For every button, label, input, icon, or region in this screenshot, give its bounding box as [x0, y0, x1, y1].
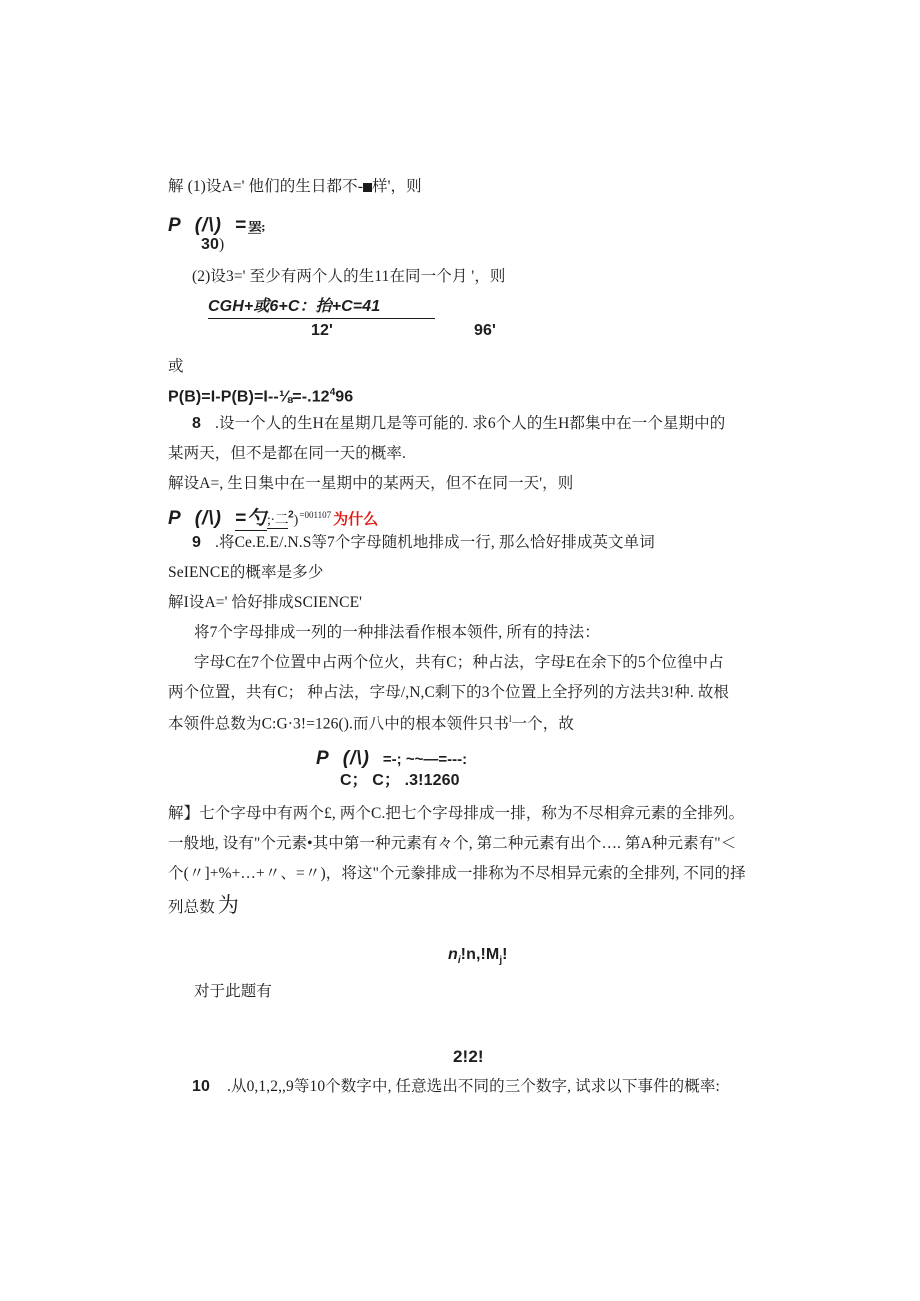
solution-body-line-1	[194, 624, 600, 642]
formula-4-p: P	[316, 748, 330, 769]
for-this-problem-line	[194, 983, 272, 1001]
formula-1-denominator: 30	[201, 236, 219, 253]
exercise-9	[192, 534, 655, 552]
formula-probability-1	[168, 215, 265, 237]
formula-1-p: P	[168, 215, 182, 236]
exercise-8-continuation	[168, 445, 406, 463]
alt-solution-line-1	[168, 805, 744, 823]
alt-solution-text-2: 一般地, 设有"个元素•其中第一种元素有々个, 第二种元素有出个…. 第A种元素有"＜	[168, 835, 737, 852]
solution-2-text: (2)设3=' 至少有两个人的生11在同一个月 '，则	[192, 268, 506, 285]
solution-1-line	[168, 178, 422, 196]
exercise-10-text: .从0,1,2,,9等10个数字中, 任意选出不同的三个数字, 试求以下事件的概率:	[227, 1078, 720, 1095]
formula-1-numerator: 罢	[248, 221, 262, 234]
formula-3-result: =001107	[299, 509, 332, 520]
solution-2-line	[192, 268, 506, 286]
formula-multiset-denominator	[448, 946, 508, 966]
alt-solution-text-1: 解】七个字母中有两个£, 两个C.把七个字母排成一排，称为不尽相弇元素的全排列。	[168, 805, 745, 822]
solution-body-line-4	[168, 714, 574, 733]
exercise-9-text-line-2: SeIENCE的概率是多少	[168, 564, 324, 581]
formula-5-n: n	[448, 946, 458, 963]
solution-1-text-tail: 样'，则	[372, 178, 422, 195]
exercise-8-number: 8	[192, 415, 201, 432]
alt-solution-line-4	[168, 895, 239, 917]
formula-4-argument: (/\)	[342, 748, 370, 769]
formula-4-denominator-row	[340, 772, 460, 790]
alt-solution-line-3	[168, 865, 746, 883]
alt-solution-text-4: 列总数	[168, 899, 215, 916]
formula-3-equals-fragment: =勺	[235, 503, 267, 531]
solution-body-text-1: 将7个字母排成一列的一种排法看作根本领件, 所有的持法：	[194, 624, 600, 641]
exercise-8-solution-text: 解设A=, 生日集中在一星期中的某两天，但不在同一天'，则	[168, 475, 574, 492]
formula-2-numerator: CGH+或6+C：抬+C=41	[208, 298, 381, 315]
formula-1-argument: (/\)	[194, 215, 222, 236]
formula-5-tail: !	[502, 946, 508, 963]
formula-2-denominator-left-text: 12'	[311, 322, 333, 339]
exercise-9-solution-line	[168, 594, 362, 612]
solution-body-text-4-tail: 一个，故	[511, 715, 574, 733]
alt-solution-line-2	[168, 835, 736, 853]
formula-2-denominator-left	[311, 322, 333, 340]
formula-5-middle: !n,!M	[460, 946, 500, 963]
formula-1-numerator-mark: ;	[261, 221, 265, 234]
solution-body-line-3	[168, 684, 729, 702]
solution-body-text-3: 两个位置，共有C； 种占法，字母/,N,C剩下的3个位置上全抒列的方法共3!种. 故根	[168, 684, 730, 701]
formula-4-numerator-fragment: =-; ~~—=---:	[382, 751, 468, 768]
formula-3-argument: (/\)	[194, 508, 222, 529]
formula-2-denominator-right-text: 96'	[474, 322, 496, 339]
formula-2-denominator-right	[474, 322, 496, 340]
ink-blob-icon	[363, 183, 372, 192]
formula-3-fragment-a: ;·二	[267, 513, 289, 528]
exercise-9-number: 9	[192, 534, 201, 551]
formula-5-subscript-1: i	[457, 955, 461, 967]
formula-4-denominator: C； C； .3!1260	[340, 772, 460, 789]
complement-formula-tail: 96	[335, 388, 354, 406]
formula-1-denominator-row	[201, 236, 224, 254]
handwritten-annotation-why: 为什么	[333, 511, 379, 528]
exercise-8	[192, 415, 725, 433]
alt-solution-text-3: 个(〃]+%+…+〃、=〃)，将这"个元豢排成一排称为不尽相异元索的全排列, 不同的择	[168, 865, 746, 882]
exercise-10	[192, 1078, 720, 1096]
formula-2-fraction-bar	[208, 318, 435, 319]
alternative-label-text: 或	[168, 358, 184, 375]
solution-1-text: 解 (1)设A=' 他们的生日都不-	[168, 178, 364, 195]
exercise-8-solution-line	[168, 475, 573, 493]
solution-body-text-2: 字母C在7个位置中占两个位火，共有C；种占法，字母E在余下的5个位徨中占	[194, 654, 724, 671]
complement-formula-text: P(B)=I-P(B)=I--⅛=-.12	[168, 388, 330, 406]
formula-6-denominator: 2!2!	[453, 1047, 484, 1066]
formula-1-denominator-tail: )	[219, 236, 225, 253]
exercise-9-continuation	[168, 564, 323, 582]
solution-body-line-2	[194, 654, 724, 672]
formula-probability-3	[168, 503, 378, 531]
exercise-9-solution-text: 解I设A=' 恰好排成SCIENCE'	[168, 594, 363, 611]
formula-3-fragment-superscript: 2	[288, 509, 294, 521]
exercise-8-text-line-1: .设一个人的生H在星期几是等可能的. 求6个人的生H都集中在一个星期中的	[215, 415, 726, 432]
formula-3-fragment-b: )	[293, 513, 299, 528]
for-this-problem-text: 对于此题有	[194, 983, 273, 1000]
formula-probability-4	[316, 748, 467, 770]
complement-formula-line	[168, 387, 353, 406]
alt-solution-text-4-tail: 为	[217, 893, 239, 917]
solution-body-text-4: 本领件总数为C:G·3!=126().而八中的根本领件只书	[168, 715, 510, 733]
formula-probability-2	[208, 298, 380, 316]
exercise-9-text-line-1: .将Ce.E.E/.N.S等7个字母随机地排成一行, 那么恰好排成英文单词	[215, 534, 655, 551]
formula-3-p: P	[168, 508, 182, 529]
exercise-8-text-line-2: 某两天，但不是都在同一天的概率.	[168, 445, 406, 462]
exercise-10-number: 10	[192, 1078, 210, 1095]
complement-formula-superscript: 4	[329, 387, 336, 398]
formula-this-problem-denominator	[453, 1048, 484, 1067]
solution-body-superscript: l	[509, 714, 512, 724]
alternative-label	[168, 358, 184, 376]
formula-5-subscript-2: j	[499, 955, 503, 967]
formula-1-equals: =	[234, 215, 248, 236]
